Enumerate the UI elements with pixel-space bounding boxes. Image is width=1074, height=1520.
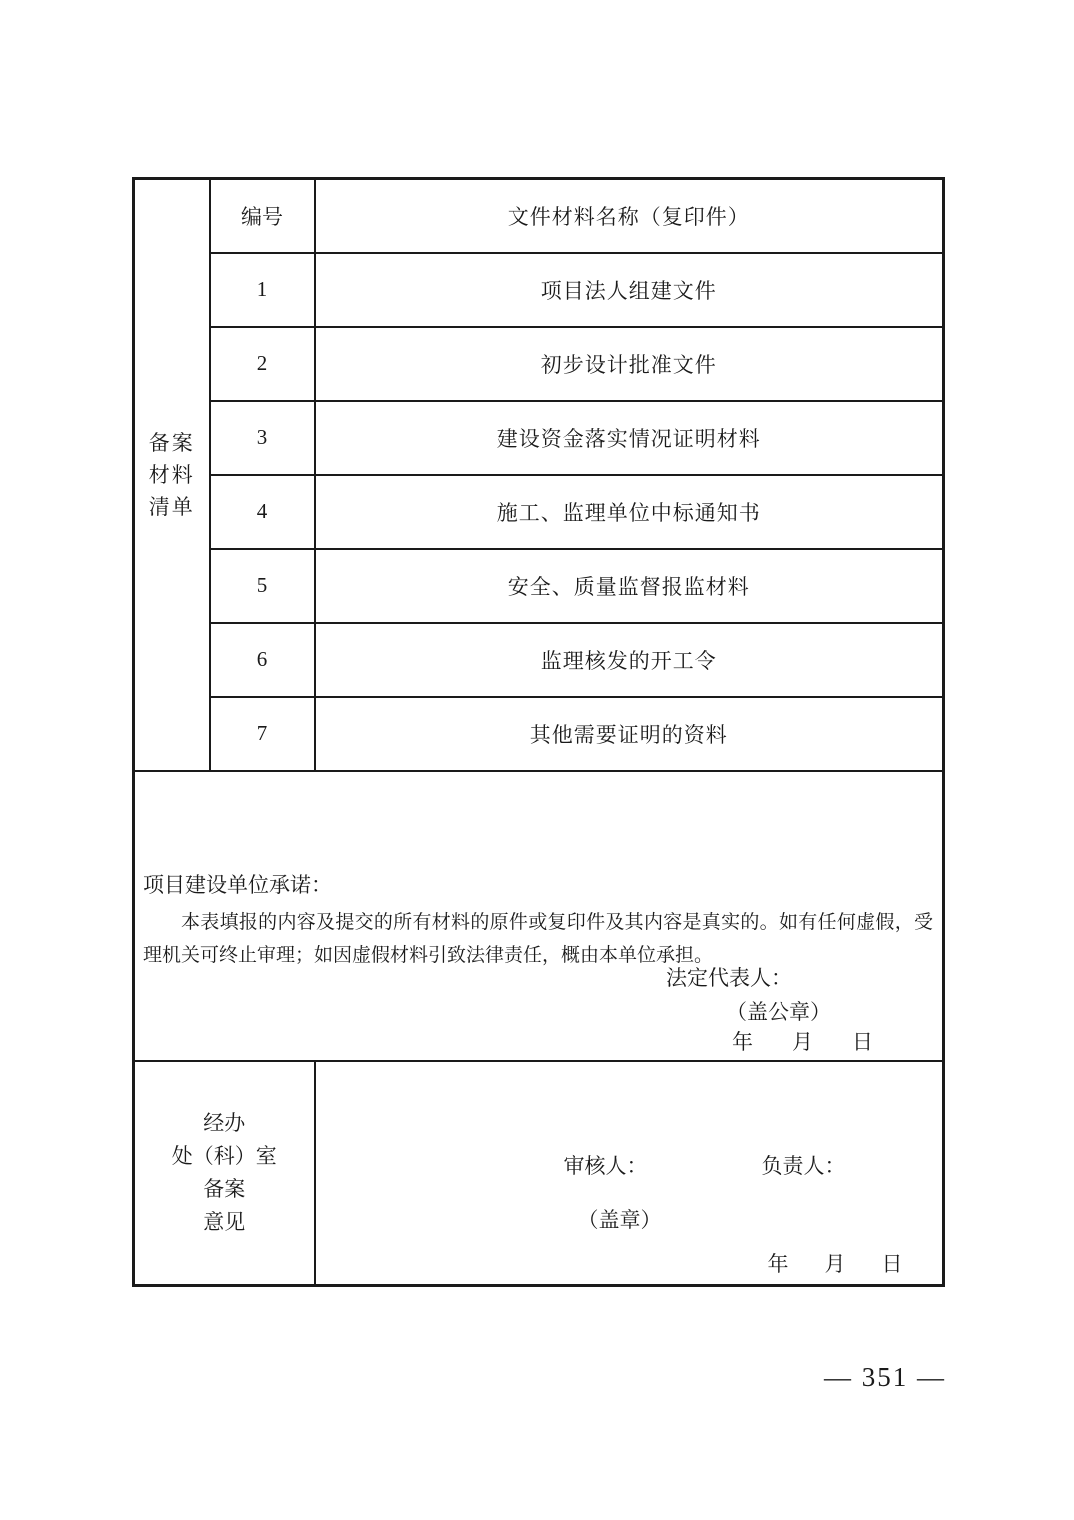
- side-label-line: 材料: [148, 462, 195, 487]
- row-number: 7: [210, 697, 315, 771]
- table-row: [134, 475, 944, 549]
- row-number: 2: [210, 327, 315, 401]
- row-number: 6: [210, 623, 315, 697]
- side-label-filing-materials: [134, 179, 210, 771]
- row-document-name: 项目法人组建文件: [315, 253, 944, 327]
- review-section: [315, 1061, 944, 1286]
- table-row: [134, 623, 944, 697]
- side-label-line: 备案: [148, 430, 195, 455]
- legal-representative-label: 法定代表人：: [666, 965, 792, 990]
- side-label-line: 清单: [148, 494, 195, 519]
- review-date-line: [768, 1248, 903, 1278]
- row-document-name: 安全、质量监督报监材料: [315, 549, 944, 623]
- review-side-label-line: 意见: [203, 1209, 246, 1234]
- review-side-label-line: 经办: [203, 1110, 246, 1135]
- commitment-date-line: [732, 1026, 873, 1056]
- company-seal-label: （盖公章）: [726, 999, 831, 1024]
- row-number: 1: [210, 253, 315, 327]
- table-row: [134, 327, 944, 401]
- column-header-document-name: 文件材料名称（复印件）: [315, 179, 944, 253]
- day-label: 日: [881, 1251, 903, 1276]
- month-label: 月: [792, 1029, 813, 1054]
- reviewer-label: 审核人：: [563, 1153, 648, 1178]
- year-label: 年: [732, 1029, 753, 1054]
- review-side-label-line: 处（科）室: [171, 1143, 277, 1168]
- commitment-title: 项目建设单位承诺：: [143, 873, 332, 897]
- table-row: [134, 253, 944, 327]
- page-number: — 351 —: [824, 1362, 946, 1392]
- review-row: [134, 1061, 944, 1286]
- column-header-number: 编号: [210, 179, 315, 253]
- commitment-section: [134, 771, 944, 1061]
- row-document-name: 建设资金落实情况证明材料: [315, 401, 944, 475]
- table-row: [134, 549, 944, 623]
- row-document-name: 初步设计批准文件: [315, 327, 944, 401]
- commitment-body: 本表填报的内容及提交的所有材料的原件或复印件及其内容是真实的。如有任何虚假，受理机关可终止审理；如因虚假材料引致法律责任，概由本单位承担。: [143, 912, 933, 966]
- row-document-name: 监理核发的开工令: [315, 623, 944, 697]
- row-number: 3: [210, 401, 315, 475]
- table-header-row: [134, 179, 944, 253]
- table-row: [134, 697, 944, 771]
- table-row: [134, 401, 944, 475]
- row-number: 5: [210, 549, 315, 623]
- review-side-label-line: 备案: [203, 1176, 246, 1201]
- day-label: 日: [852, 1029, 873, 1054]
- month-label: 月: [824, 1251, 846, 1276]
- filing-materials-table: [132, 177, 945, 1287]
- row-number: 4: [210, 475, 315, 549]
- review-side-label: [134, 1061, 315, 1286]
- row-document-name: 施工、监理单位中标通知书: [315, 475, 944, 549]
- responsible-person-label: 负责人：: [761, 1153, 846, 1178]
- row-document-name: 其他需要证明的资料: [315, 697, 944, 771]
- seal-label: （盖章）: [577, 1207, 662, 1232]
- year-label: 年: [767, 1251, 789, 1276]
- commitment-row: [134, 771, 944, 1061]
